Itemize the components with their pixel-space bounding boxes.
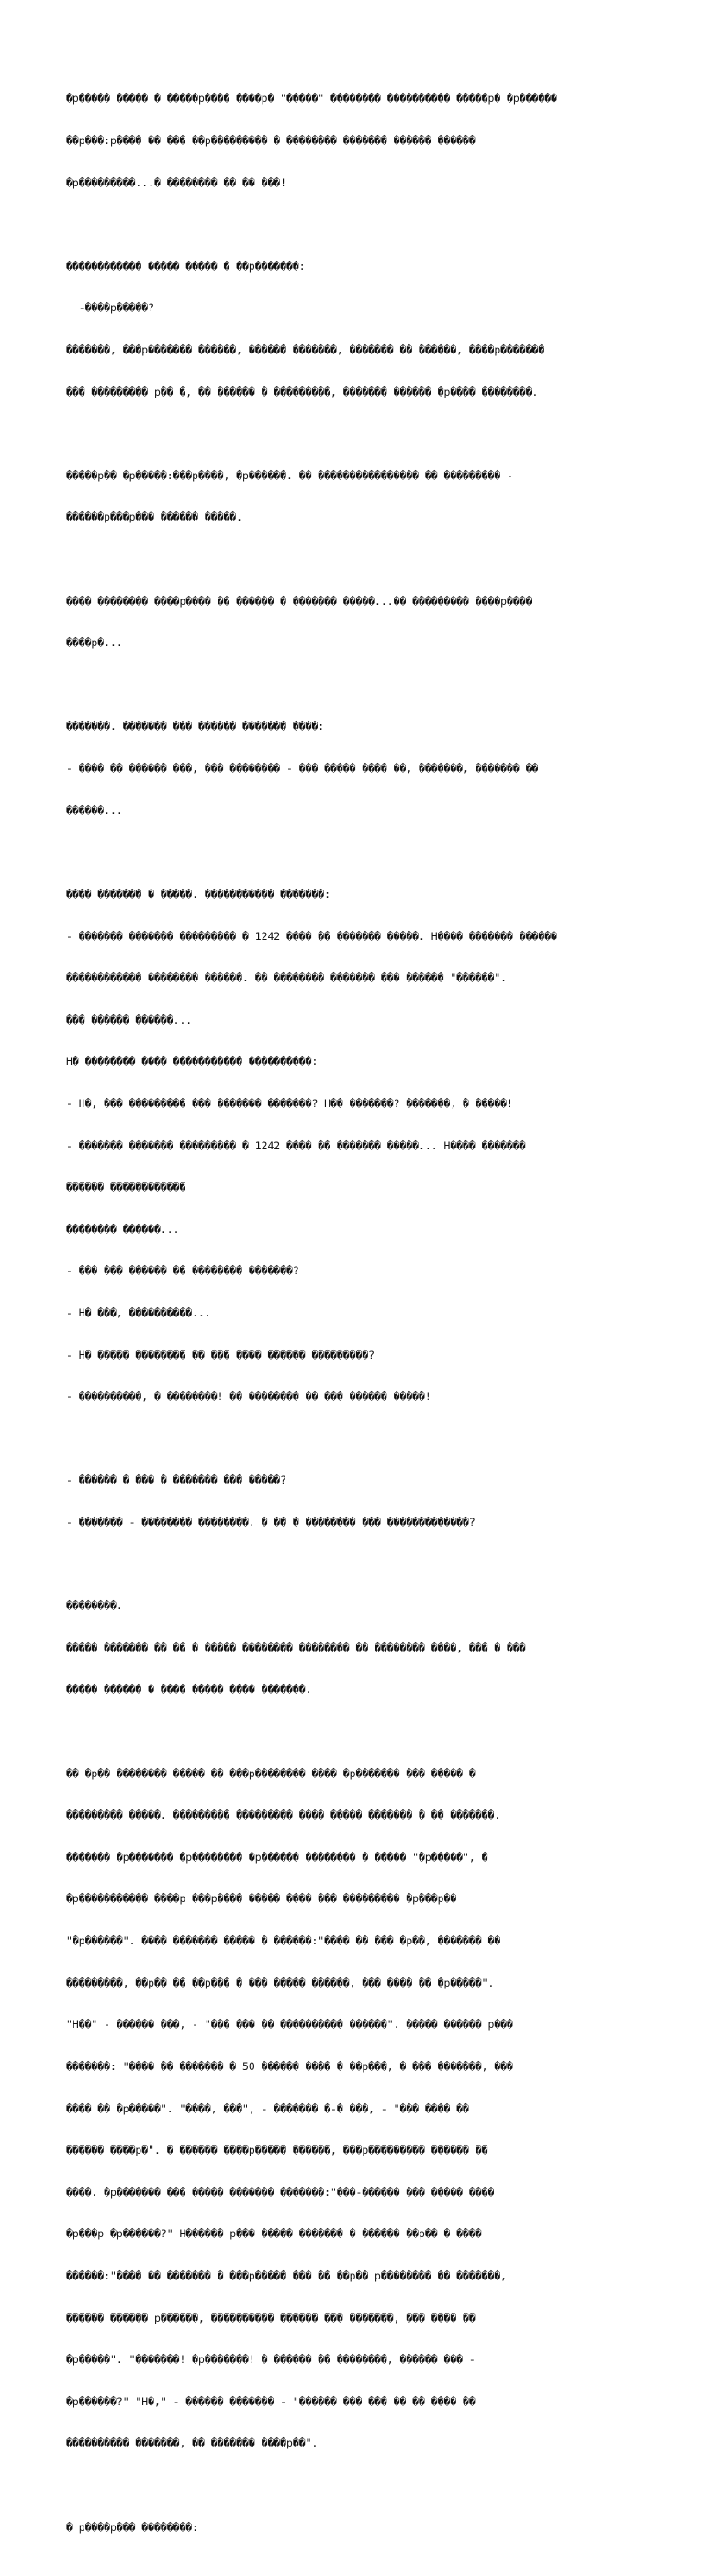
paragraph-10 — [66, 2492, 635, 2562]
text-line: ��������� �����. ��������� ��������� ���� ����� ������� � �� �������. — [66, 1809, 501, 1822]
text-line: ���� �� �p�����". "����, ���", - ������� �-� ���, - "��� ���� �� — [66, 2101, 469, 2115]
paragraph-5 — [66, 692, 635, 846]
text-line: �p����������� ����p ���p���� ����� ���� ��� ��������� �p���p�� — [66, 1892, 457, 1906]
paragraph-1 — [66, 64, 635, 218]
paragraph-6 — [66, 860, 635, 1432]
text-line: �p�����". "�������! �p�������! � ������ �� ��������, ������ ��� - — [66, 2353, 476, 2367]
paragraph-3 — [66, 441, 635, 553]
text-line: �������, ���p������� ������, ������ �������, ������� �� ������, ����p������� — [66, 343, 545, 357]
text-line: -����p�����? — [66, 301, 155, 315]
text-line: - ���� �� ������ ���, ��� �������� - ��� ����� ���� ��, �������, ������� �� — [66, 762, 539, 776]
text-line: ��� ��������� p�� �, �� ������ � ���������, ������� ������ �p���� ��������. — [66, 385, 539, 398]
text-line: ����� ������� �� �� � ����� �������� �������� �� �������� ����, ��� � ��� — [66, 1641, 526, 1654]
text-line: - ������� ������� ��������� � 1242 ���� �� ������� �����... H���� ������� — [66, 1138, 526, 1152]
paragraph-2 — [66, 231, 635, 427]
paragraph-8 — [66, 1572, 635, 1725]
text-line: ���������, ��p�� �� ��p��� � ��� ����� ������, ��� ���� �� �p�����". — [66, 1976, 495, 1989]
text-line: ������... — [66, 803, 123, 817]
text-line: ������� �p������� �p�������� �p������ �������� � ����� "�p�����", � — [66, 1850, 488, 1864]
document-page — [66, 64, 635, 2576]
text-line: �� �p�� �������� ����� �� ���p�������� ���� �p������� ��� ����� � — [66, 1766, 476, 1780]
paragraph-9 — [66, 1739, 635, 2479]
text-line: ������������ �������� ������. �� �������� ������� ��� ������ "������". — [66, 971, 508, 985]
text-line: ���� ������� � �����. ����������� �������: — [66, 887, 331, 901]
text-line: H� �������� ���� ����������� ����������: — [66, 1055, 319, 1069]
text-line: ������ ����p�". � ������ ����p����� ������, ���p��������� ������ �� — [66, 2144, 488, 2157]
text-line: "�p������". ���� ������� ����� � ������:"���� �� ��� �p��, ������� �� — [66, 1934, 501, 1948]
paragraph-4 — [66, 566, 635, 678]
paragraph-7 — [66, 1446, 635, 1558]
text-line: ������p���p��� ������ �����. — [66, 510, 243, 524]
text-line: "H��" - ������ ���, - "��� ��� �� ���������� ������". ����� ������ p��� — [66, 2018, 513, 2032]
text-line: �������: "���� �� ������� � 50 ������ ���� � ��p���, � ��� �������, ��� — [66, 2059, 513, 2073]
text-line: ��� ������ ������... — [66, 1013, 193, 1026]
text-line: ����. �p������� ��� ����� ������� �������:"���-������ ��� ����� ���� — [66, 2185, 495, 2199]
text-line: ������������ ����� ����� � ��p�������: — [66, 259, 306, 273]
text-line: - ������� ������� ��������� � 1242 ���� �� ������� �����. H���� ������� ������ — [66, 929, 557, 943]
text-line: �����p�� �p�����:���p����, �p������. �� ���������������� �� ��������� - — [66, 468, 513, 482]
text-line: - H� ����� �������� �� ��� ���� ������ ���������? — [66, 1348, 375, 1361]
text-line: ������ ������������ — [66, 1181, 186, 1194]
text-line: ���������� �������, �� ������� ����p��". — [66, 2436, 319, 2450]
text-line: ����� ������ � ���� ����� ���� �������. — [66, 1683, 312, 1697]
text-line: ��������. — [66, 1599, 123, 1613]
text-line: - ����������, � ��������! �� �������� �� ��� ������ �����! — [66, 1390, 431, 1404]
text-line: - ��� ��� ������ �� �������� �������? — [66, 1264, 299, 1278]
text-line: ������ ������ p������, ���������� ������ ��� �������, ��� ���� �� — [66, 2311, 476, 2324]
text-line: ������:"���� �� ������� � ���p����� ��� �� ��p�� p�������� �� �������, — [66, 2268, 508, 2282]
text-line: - H� ���, ����������... — [66, 1306, 211, 1319]
text-line: �������� ������... — [66, 1222, 180, 1236]
text-line: �p���������...� �������� �� �� ���! — [66, 175, 287, 189]
text-line: - ������ � ��� � ������� ��� �����? — [66, 1473, 287, 1487]
text-line: �p������?" "H�," - ������ ������� - "������ ��� ��� �� �� ���� �� — [66, 2394, 476, 2408]
text-line: ��p���:p���� �� ��� ��p��������� � �������� ������� ������ ������ — [66, 134, 476, 148]
text-line: - H�, ��� ��������� ��� ������� �������? H�� �������? �������, � �����! — [66, 1096, 513, 1110]
text-line: ����p�... — [66, 636, 123, 650]
text-line: - ������� - �������� ��������. � �� � �������� ��� �������������? — [66, 1516, 476, 1529]
text-line: � p����p��� ��������: — [66, 2520, 199, 2534]
text-line: �p���p �p������?" H������ p��� ����� ������� � ������ ��p�� � ���� — [66, 2227, 482, 2241]
text-line: �������. ������� ��� ������ ������� ����: — [66, 720, 325, 734]
text-line: �p����� ����� � �����p���� ����p� "�����" �������� ���������� �����p� �p������ — [66, 92, 557, 106]
text-line: ���� �������� ����p���� �� ������ � ������� �����...�� ��������� ����p���� — [66, 594, 532, 608]
